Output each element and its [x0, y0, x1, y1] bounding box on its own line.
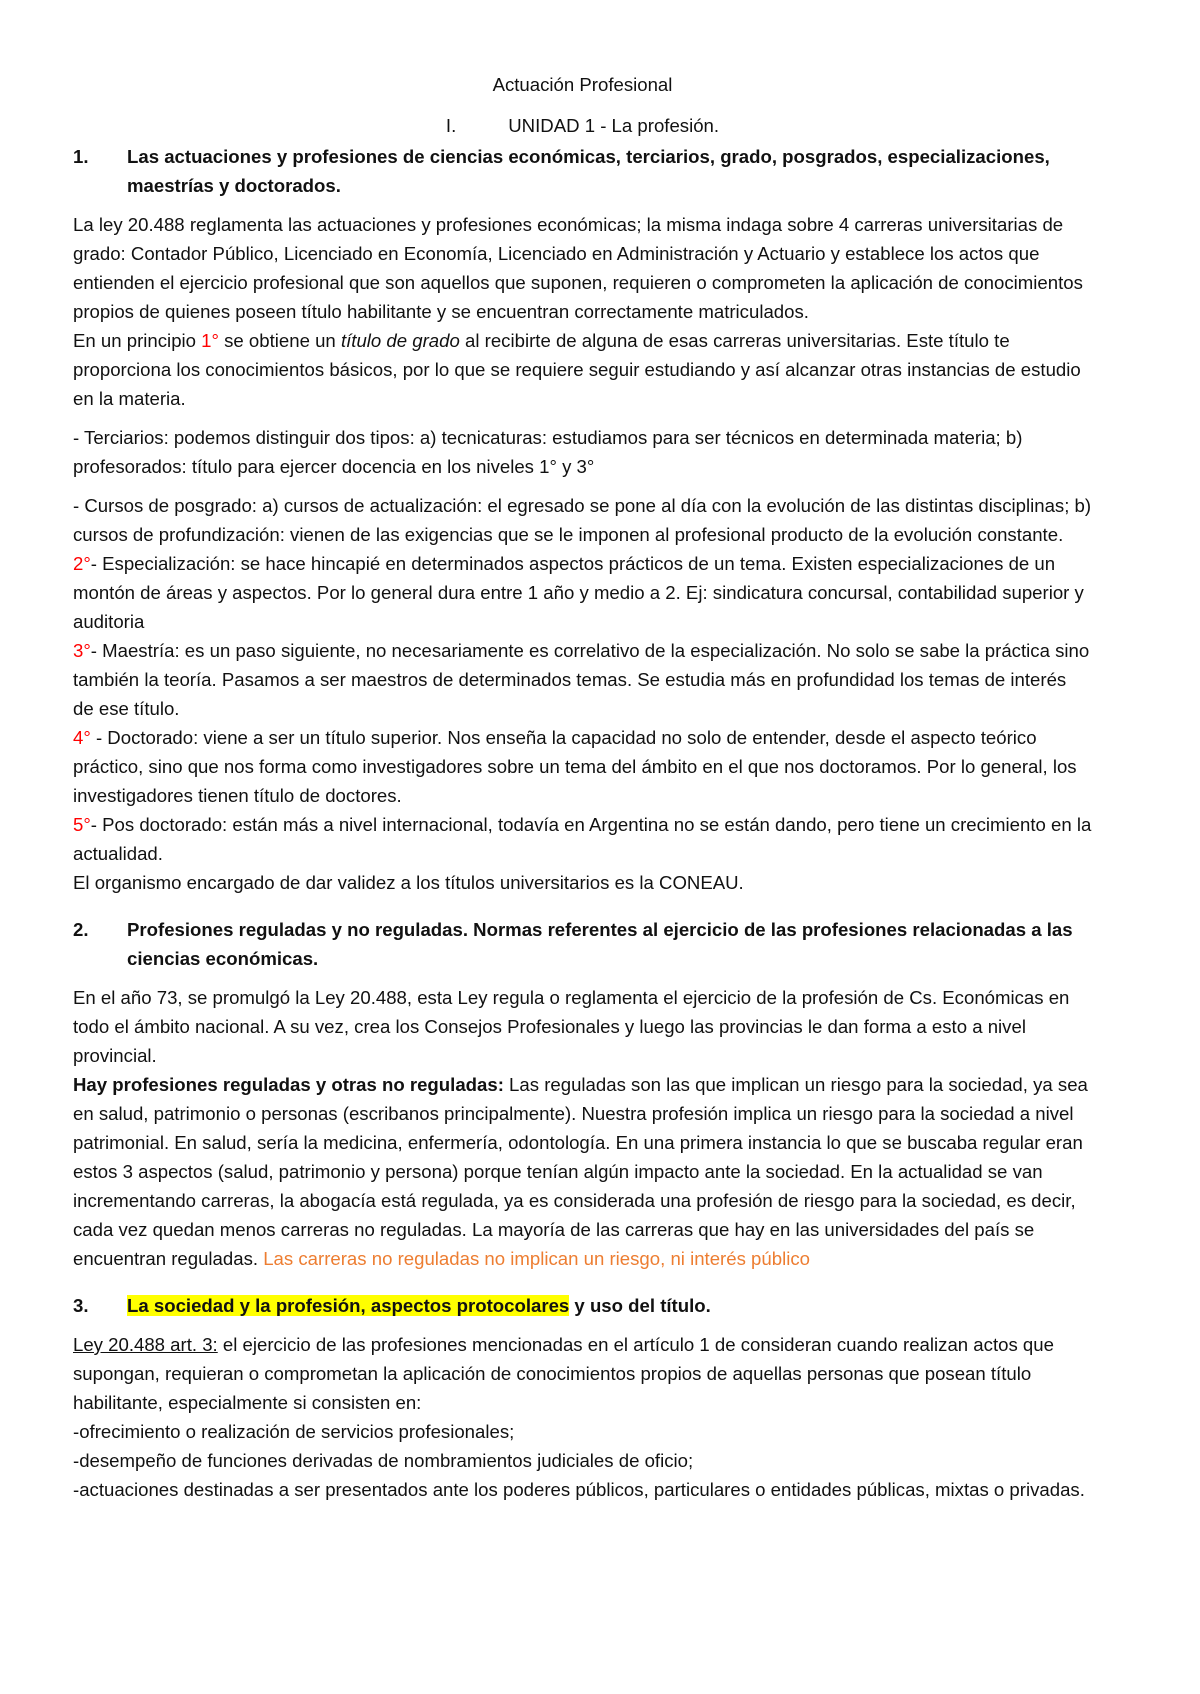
- maestria-paragraph: 3°- Maestría: es un paso siguiente, no necesariamente es correlativo de la especialización. No solo se sabe la práctica sino también la teoría. Pasamos a ser maestros de determinados temas. Se estudia más en profundidad los temas de interés de ese título.: [73, 640, 1090, 719]
- section-1-heading-text: Las actuaciones y profesiones de ciencias económicas, terciarios, grado, posgrados, especializaciones, maestrías y doctorados.: [127, 146, 1050, 196]
- step-5-marker: 5°: [73, 814, 91, 835]
- section-3-heading-text: La sociedad y la profesión, aspectos protocolares y uso del título.: [127, 1295, 711, 1316]
- step-3-marker: 3°: [73, 640, 91, 661]
- law-item: -ofrecimiento o realización de servicios profesionales;: [73, 1421, 515, 1442]
- highlighted-heading: La sociedad y la profesión, aspectos protocolares: [127, 1295, 570, 1316]
- section-3-heading: [73, 1291, 1092, 1320]
- unit-label: UNIDAD 1 - La profesión.: [508, 115, 720, 136]
- section-1-heading: [73, 142, 1092, 200]
- section-2-paragraph-regulated: Hay profesiones reguladas y otras no reguladas: Las reguladas son las que implican un riesgo para la sociedad, ya sea en salud, patrimonio o personas (escribanos principalmente). Nuestra profesión implica un riesgo para la sociedad a nivel patrimonial. En salud, sería la medicina, enfermería, odontología. En una primera instancia lo que se buscaba regular eran estos 3 aspectos (salud, patrimonio y persona) porque tenían algún impacto ante la sociedad. En la actualidad se van incrementando carreras, la abogacía está regulada, ya es considerada una profesión de riesgo para la sociedad, es decir, cada vez quedan menos carreras no reguladas. La mayoría de las carreras que hay en las universidades del país se encuentran reguladas. Las carreras no reguladas no implican un riesgo, ni interés público: [73, 1074, 1088, 1269]
- section-2-heading: [73, 915, 1092, 973]
- section-2-number: 2.: [73, 919, 89, 940]
- unregulated-note: Las carreras no reguladas no implican un riesgo, ni interés público: [263, 1248, 810, 1269]
- section-2-heading-text: Profesiones reguladas y no reguladas. Normas referentes al ejercicio de las profesiones relacionadas a las ciencias económicas.: [127, 919, 1073, 969]
- section-1-paragraph-degree: En un principio 1° se obtiene un título de grado al recibirte de alguna de esas carreras universitarias. Este título te proporciona los conocimientos básicos, por lo que se requiere seguir estudiando y así alcanzar otras instancias de estudio en la materia.: [73, 330, 1081, 409]
- unit-roman-numeral: I.: [445, 115, 457, 136]
- posgrado-paragraph: - Cursos de posgrado: a) cursos de actualización: el egresado se pone al día con la evolución de las distintas disciplinas; b) cursos de profundización: vienen de las exigencias que se le imponen al profesional producto de la evolución constante.: [73, 495, 1092, 545]
- especializacion-paragraph: 2°- Especialización: se hace hincapié en determinados aspectos prácticos de un tema. Existen especializaciones de un montón de áreas y aspectos. Por lo general dura entre 1 año y medio a 2. Ej: sindicatura concursal, contabilidad superior y auditoria: [73, 553, 1084, 632]
- unit-heading: [73, 111, 1092, 140]
- coneau-paragraph: El organismo encargado de dar validez a los títulos universitarios es la CONEAU.: [73, 872, 744, 893]
- section-3-paragraph-law: Ley 20.488 art. 3: el ejercicio de las profesiones mencionadas en el artículo 1 de consideran cuando realizan actos que supongan, requieran o comprometan la aplicación de conocimientos propios de aquellas personas que posean título habilitante, especialmente si consisten en:: [73, 1334, 1054, 1413]
- step-1-marker: 1°: [201, 330, 219, 351]
- step-2-marker: 2°: [73, 553, 91, 574]
- document-title: Actuación Profesional: [492, 74, 673, 95]
- law-reference: Ley 20.488 art. 3:: [73, 1334, 218, 1355]
- law-item: -desempeño de funciones derivadas de nombramientos judiciales de oficio;: [73, 1450, 694, 1471]
- section-3-number: 3.: [73, 1295, 89, 1316]
- section-1-number: 1.: [73, 146, 89, 167]
- step-4-marker: 4°: [73, 727, 96, 748]
- law-item: -actuaciones destinadas a ser presentados ante los poderes públicos, particulares o entidades públicas, mixtas o privadas.: [73, 1479, 1085, 1500]
- posdoctorado-paragraph: 5°- Pos doctorado: están más a nivel internacional, todavía en Argentina no se están dando, pero tiene un crecimiento en la actualidad.: [73, 814, 1092, 864]
- section-1-paragraph-law: La ley 20.488 reglamenta las actuaciones y profesiones económicas; la misma indaga sobre 4 carreras universitarias de grado: Contador Público, Licenciado en Economía, Licenciado en Administración y Actuario y establece los actos que entienden el ejercicio profesional que son aquellos que suponen, requieren o comprometen la aplicación de conocimientos propios de quienes poseen título habilitante y se encuentran correctamente matriculados.: [73, 214, 1083, 322]
- doctorado-paragraph: 4° - Doctorado: viene a ser un título superior. Nos enseña la capacidad no solo de entender, desde el aspecto teórico práctico, sino que nos forma como investigadores sobre un tema del ámbito en el que nos doctoramos. Por lo general, los investigadores tienen título de doctores.: [73, 727, 1077, 806]
- regulated-lead: Hay profesiones reguladas y otras no reguladas:: [73, 1074, 504, 1095]
- terciarios-paragraph: - Terciarios: podemos distinguir dos tipos: a) tecnicaturas: estudiamos para ser técnicos en determinada materia; b) profesorados: título para ejercer docencia en los niveles 1° y 3°: [73, 427, 1023, 477]
- section-2-paragraph-law: En el año 73, se promulgó la Ley 20.488, esta Ley regula o reglamenta el ejercicio de la profesión de Cs. Económicas en todo el ámbito nacional. A su vez, crea los Consejos Profesionales y luego las provincias le dan forma a esto a nivel provincial.: [73, 987, 1070, 1066]
- degree-title-emphasis: título de grado: [340, 330, 460, 351]
